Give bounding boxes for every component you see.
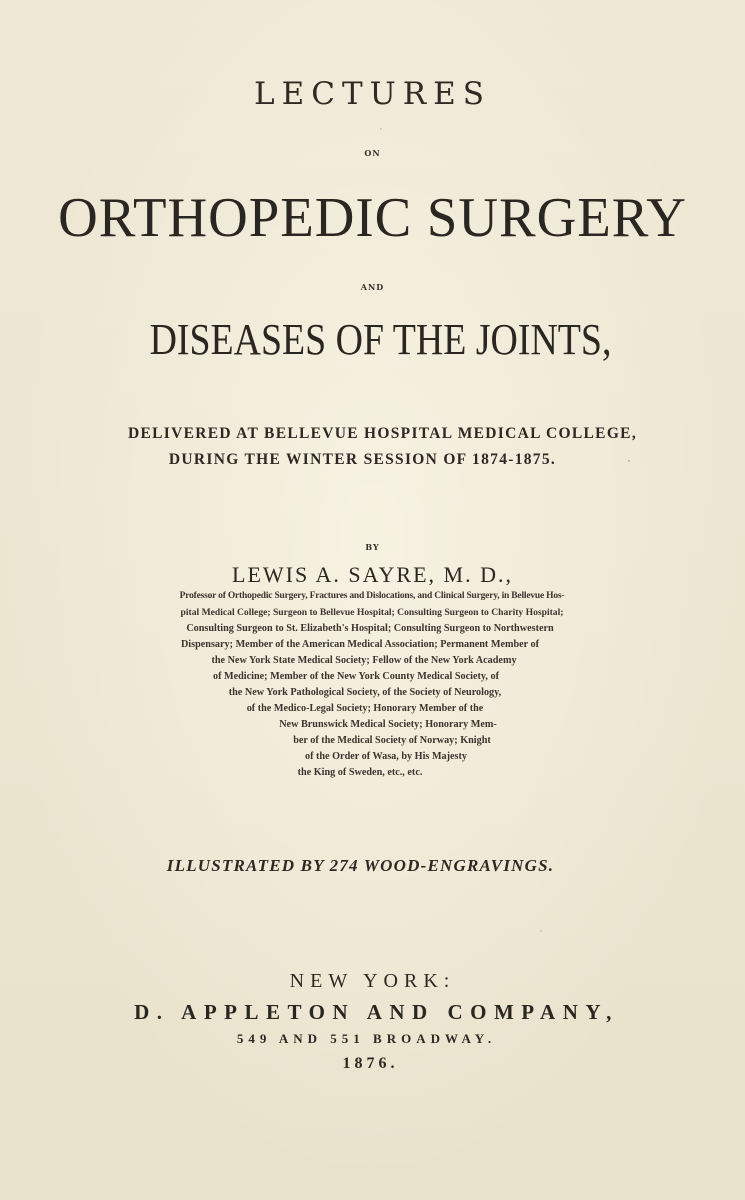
credential-line: Dispensary; Member of the American Medical Association; Permanent Member of [180, 639, 540, 650]
credential-line: ber of the Medical Society of Norway; Knight [293, 735, 491, 746]
publisher-address: 549 AND 551 BROADWAY. [236, 1031, 497, 1046]
credential-line: pital Medical College; Surgeon to Bellevue Hospital; Consulting Surgeon to Charity Hospital; [180, 607, 564, 618]
delivered-line-1: DELIVERED AT BELLEVUE HOSPITAL MEDICAL COLLEGE, [128, 425, 637, 442]
credential-line: of Medicine; Member of the New York County Medical Society, of [212, 671, 500, 682]
credential-line: the New York Pathological Society, of the Society of Neurology, [228, 687, 502, 698]
on-connector: ON [364, 148, 381, 158]
and-connector: AND [360, 282, 385, 292]
credential-line: of the Order of Wasa, by His Majesty [304, 751, 468, 762]
publication-city: NEW YORK: [289, 970, 456, 992]
paper-speck [540, 930, 542, 932]
publication-year: 1876. [342, 1055, 399, 1072]
delivered-line-2: DURING THE WINTER SESSION OF 1874-1875. [168, 451, 557, 468]
author-name: LEWIS A. SAYRE, M. D., [232, 562, 513, 587]
by-connector: BY [365, 542, 380, 552]
credential-line: New Brunswick Medical Society; Honorary Mem- [279, 719, 497, 730]
credential-line: Consulting Surgeon to St. Elizabeth's Hospital; Consulting Surgeon to Northwestern [186, 623, 554, 634]
credential-line: the New York State Medical Society; Fellow of the New York Academy [211, 655, 517, 666]
credential-line: Professor of Orthopedic Surgery, Fractures and Dislocations, and Clinical Surgery, in Bellevue Hos- [179, 591, 565, 601]
credential-line: of the Medico-Legal Society; Honorary Member of the [246, 703, 484, 714]
credential-line: the King of Sweden, etc., etc. [297, 767, 423, 778]
sub-title: DISEASES OF THE JOINTS, [149, 315, 612, 364]
paper-speck [380, 128, 382, 130]
paper-speck [628, 460, 630, 462]
main-title: ORTHOPEDIC SURGERY [58, 187, 687, 249]
publisher-name: D. APPLETON AND COMPANY, [134, 1000, 619, 1024]
illustrations-note: ILLUSTRATED BY 274 WOOD-ENGRAVINGS. [166, 856, 555, 875]
lectures-heading: LECTURES [254, 76, 491, 112]
